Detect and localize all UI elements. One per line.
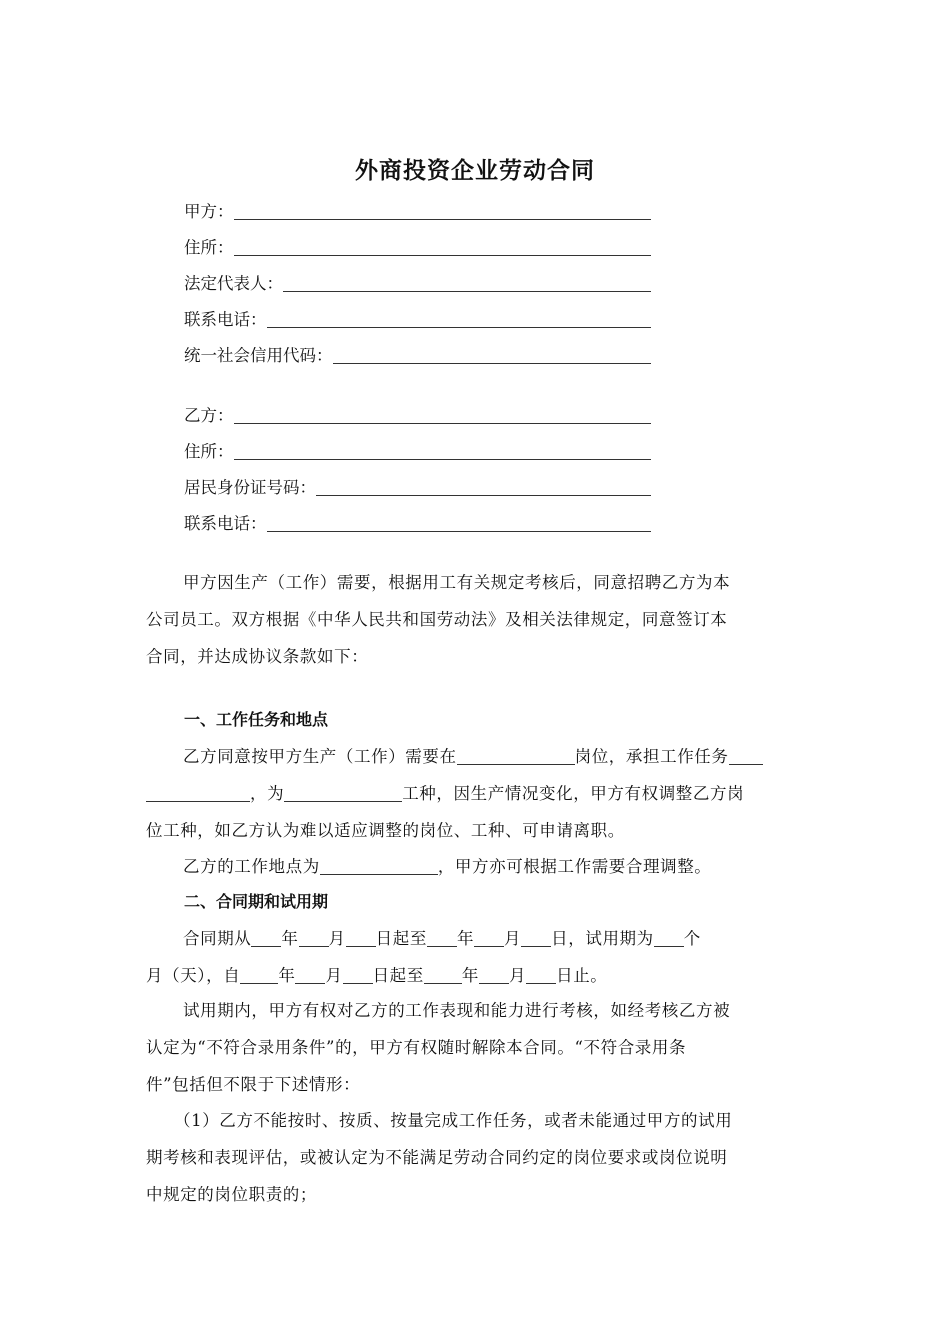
text-segment: 日，试用期为 bbox=[551, 929, 654, 948]
text-segment: 岗位，承担工作任务 bbox=[574, 747, 729, 766]
start-day-blank[interactable] bbox=[346, 928, 376, 947]
task-blank[interactable] bbox=[729, 746, 763, 765]
text-segment: 月 bbox=[325, 966, 343, 985]
document-title: 外商投资企业劳动合同 bbox=[355, 158, 595, 184]
paragraph-line bbox=[146, 848, 806, 885]
paragraph-line: 位工种，如乙方认为难以适应调整的岗位、工种、可申请离职。 bbox=[146, 821, 625, 840]
text-segment: 月 bbox=[328, 929, 346, 948]
party-a-phone-blank[interactable] bbox=[267, 309, 652, 328]
party-a-credit-code-label: 统一社会信用代码： bbox=[184, 346, 333, 365]
trial-start-year-blank[interactable] bbox=[240, 965, 278, 984]
party-b-phone-field bbox=[184, 512, 651, 536]
party-b-name-blank[interactable] bbox=[234, 405, 652, 424]
text-segment: 年 bbox=[278, 966, 296, 985]
text-segment: 工种，因生产情况变化，甲方有权调整乙方岗 bbox=[402, 784, 745, 803]
section-2-paragraph-2 bbox=[146, 992, 806, 1103]
text-segment: 年 bbox=[456, 929, 475, 948]
job-type-blank[interactable] bbox=[284, 783, 402, 802]
party-a-phone-field bbox=[184, 308, 651, 332]
party-a-credit-code-field bbox=[184, 344, 651, 368]
end-year-blank[interactable] bbox=[427, 928, 457, 947]
party-a-address-label: 住所： bbox=[184, 238, 234, 257]
text-segment: 月 bbox=[504, 929, 522, 948]
party-b-name-field bbox=[184, 404, 651, 428]
text-segment: 日起至 bbox=[375, 929, 427, 948]
section-1-paragraph-1 bbox=[146, 738, 806, 849]
trial-length-blank[interactable] bbox=[654, 928, 684, 947]
text-segment: ，为 bbox=[250, 784, 285, 803]
text-segment: 合同期从 bbox=[183, 929, 252, 948]
work-location-blank[interactable] bbox=[320, 856, 438, 875]
party-b-address-blank[interactable] bbox=[234, 441, 652, 460]
text-segment: 年 bbox=[281, 929, 299, 948]
trial-start-day-blank[interactable] bbox=[343, 965, 373, 984]
party-a-legal-rep-field bbox=[184, 272, 651, 296]
party-a-legal-rep-blank[interactable] bbox=[283, 273, 651, 292]
party-a-address-field bbox=[184, 236, 651, 260]
intro-line: 合同，并达成协议条款如下： bbox=[146, 647, 369, 666]
party-a-legal-rep-label: 法定代表人： bbox=[184, 274, 283, 293]
party-b-name-label: 乙方： bbox=[184, 406, 234, 425]
party-b-id-field bbox=[184, 476, 651, 500]
party-b-id-label: 居民身份证号码： bbox=[184, 478, 316, 497]
position-blank[interactable] bbox=[457, 746, 575, 765]
end-day-blank[interactable] bbox=[521, 928, 551, 947]
text-segment: 日止。 bbox=[556, 966, 608, 985]
trial-end-month-blank[interactable] bbox=[479, 965, 509, 984]
party-a-name-field bbox=[184, 200, 651, 224]
text-segment: 乙方的工作地点为 bbox=[183, 857, 320, 876]
task-blank-continued[interactable] bbox=[146, 783, 250, 802]
start-month-blank[interactable] bbox=[299, 928, 329, 947]
party-a-credit-code-blank[interactable] bbox=[333, 345, 652, 364]
text-segment: 年 bbox=[461, 966, 479, 985]
party-b-id-blank[interactable] bbox=[316, 477, 651, 496]
text-segment: 月 bbox=[509, 966, 527, 985]
start-year-blank[interactable] bbox=[251, 928, 281, 947]
section-2-heading: 二、合同期和试用期 bbox=[184, 892, 329, 911]
paragraph-line bbox=[146, 775, 806, 812]
paragraph-line: 试用期内，甲方有权对乙方的工作表现和能力进行考核，如经考核乙方被 bbox=[183, 1001, 731, 1020]
paragraph-line: （1）乙方不能按时、按质、按量完成工作任务，或者未能通过甲方的试用 bbox=[174, 1111, 733, 1130]
text-segment: 月（天），自 bbox=[146, 966, 241, 985]
paragraph-line bbox=[146, 957, 806, 994]
text-segment: ，甲方亦可根据工作需要合理调整。 bbox=[437, 857, 712, 876]
end-month-blank[interactable] bbox=[474, 928, 504, 947]
party-a-phone-label: 联系电话： bbox=[184, 310, 267, 329]
trial-end-year-blank[interactable] bbox=[424, 965, 462, 984]
paragraph-line: 期考核和表现评估，或被认定为不能满足劳动合同约定的岗位要求或岗位说明 bbox=[146, 1148, 728, 1167]
trial-end-day-blank[interactable] bbox=[526, 965, 556, 984]
section-2-item-1 bbox=[146, 1102, 806, 1213]
section-1-heading: 一、工作任务和地点 bbox=[184, 710, 329, 729]
paragraph-line bbox=[146, 920, 806, 957]
party-b-address-label: 住所： bbox=[184, 442, 234, 461]
intro-line: 公司员工。双方根据《中华人民共和国劳动法》及相关法律规定，同意签订本 bbox=[146, 610, 728, 629]
party-a-name-blank[interactable] bbox=[234, 201, 652, 220]
trial-start-month-blank[interactable] bbox=[295, 965, 325, 984]
section-2-paragraph-1 bbox=[146, 920, 806, 994]
paragraph-line: 认定为“不符合录用条件”的，甲方有权随时解除本合同。“不符合录用条 bbox=[146, 1038, 687, 1057]
party-a-address-blank[interactable] bbox=[234, 237, 652, 256]
text-segment: 个 bbox=[683, 929, 701, 948]
section-1-paragraph-2 bbox=[146, 848, 806, 885]
paragraph-line bbox=[146, 738, 806, 775]
paragraph-line: 件”包括但不限于下述情形： bbox=[146, 1075, 361, 1094]
paragraph-line: 中规定的岗位职责的； bbox=[146, 1185, 317, 1204]
intro-paragraph bbox=[146, 564, 806, 675]
party-a-name-label: 甲方： bbox=[184, 202, 234, 221]
text-segment: 乙方同意按甲方生产（工作）需要在 bbox=[183, 747, 457, 766]
party-b-address-field bbox=[184, 440, 651, 464]
party-b-phone-label: 联系电话： bbox=[184, 514, 267, 533]
intro-line: 甲方因生产（工作）需要，根据用工有关规定考核后，同意招聘乙方为本 bbox=[183, 573, 731, 592]
party-b-phone-blank[interactable] bbox=[267, 513, 652, 532]
text-segment: 日起至 bbox=[372, 966, 424, 985]
